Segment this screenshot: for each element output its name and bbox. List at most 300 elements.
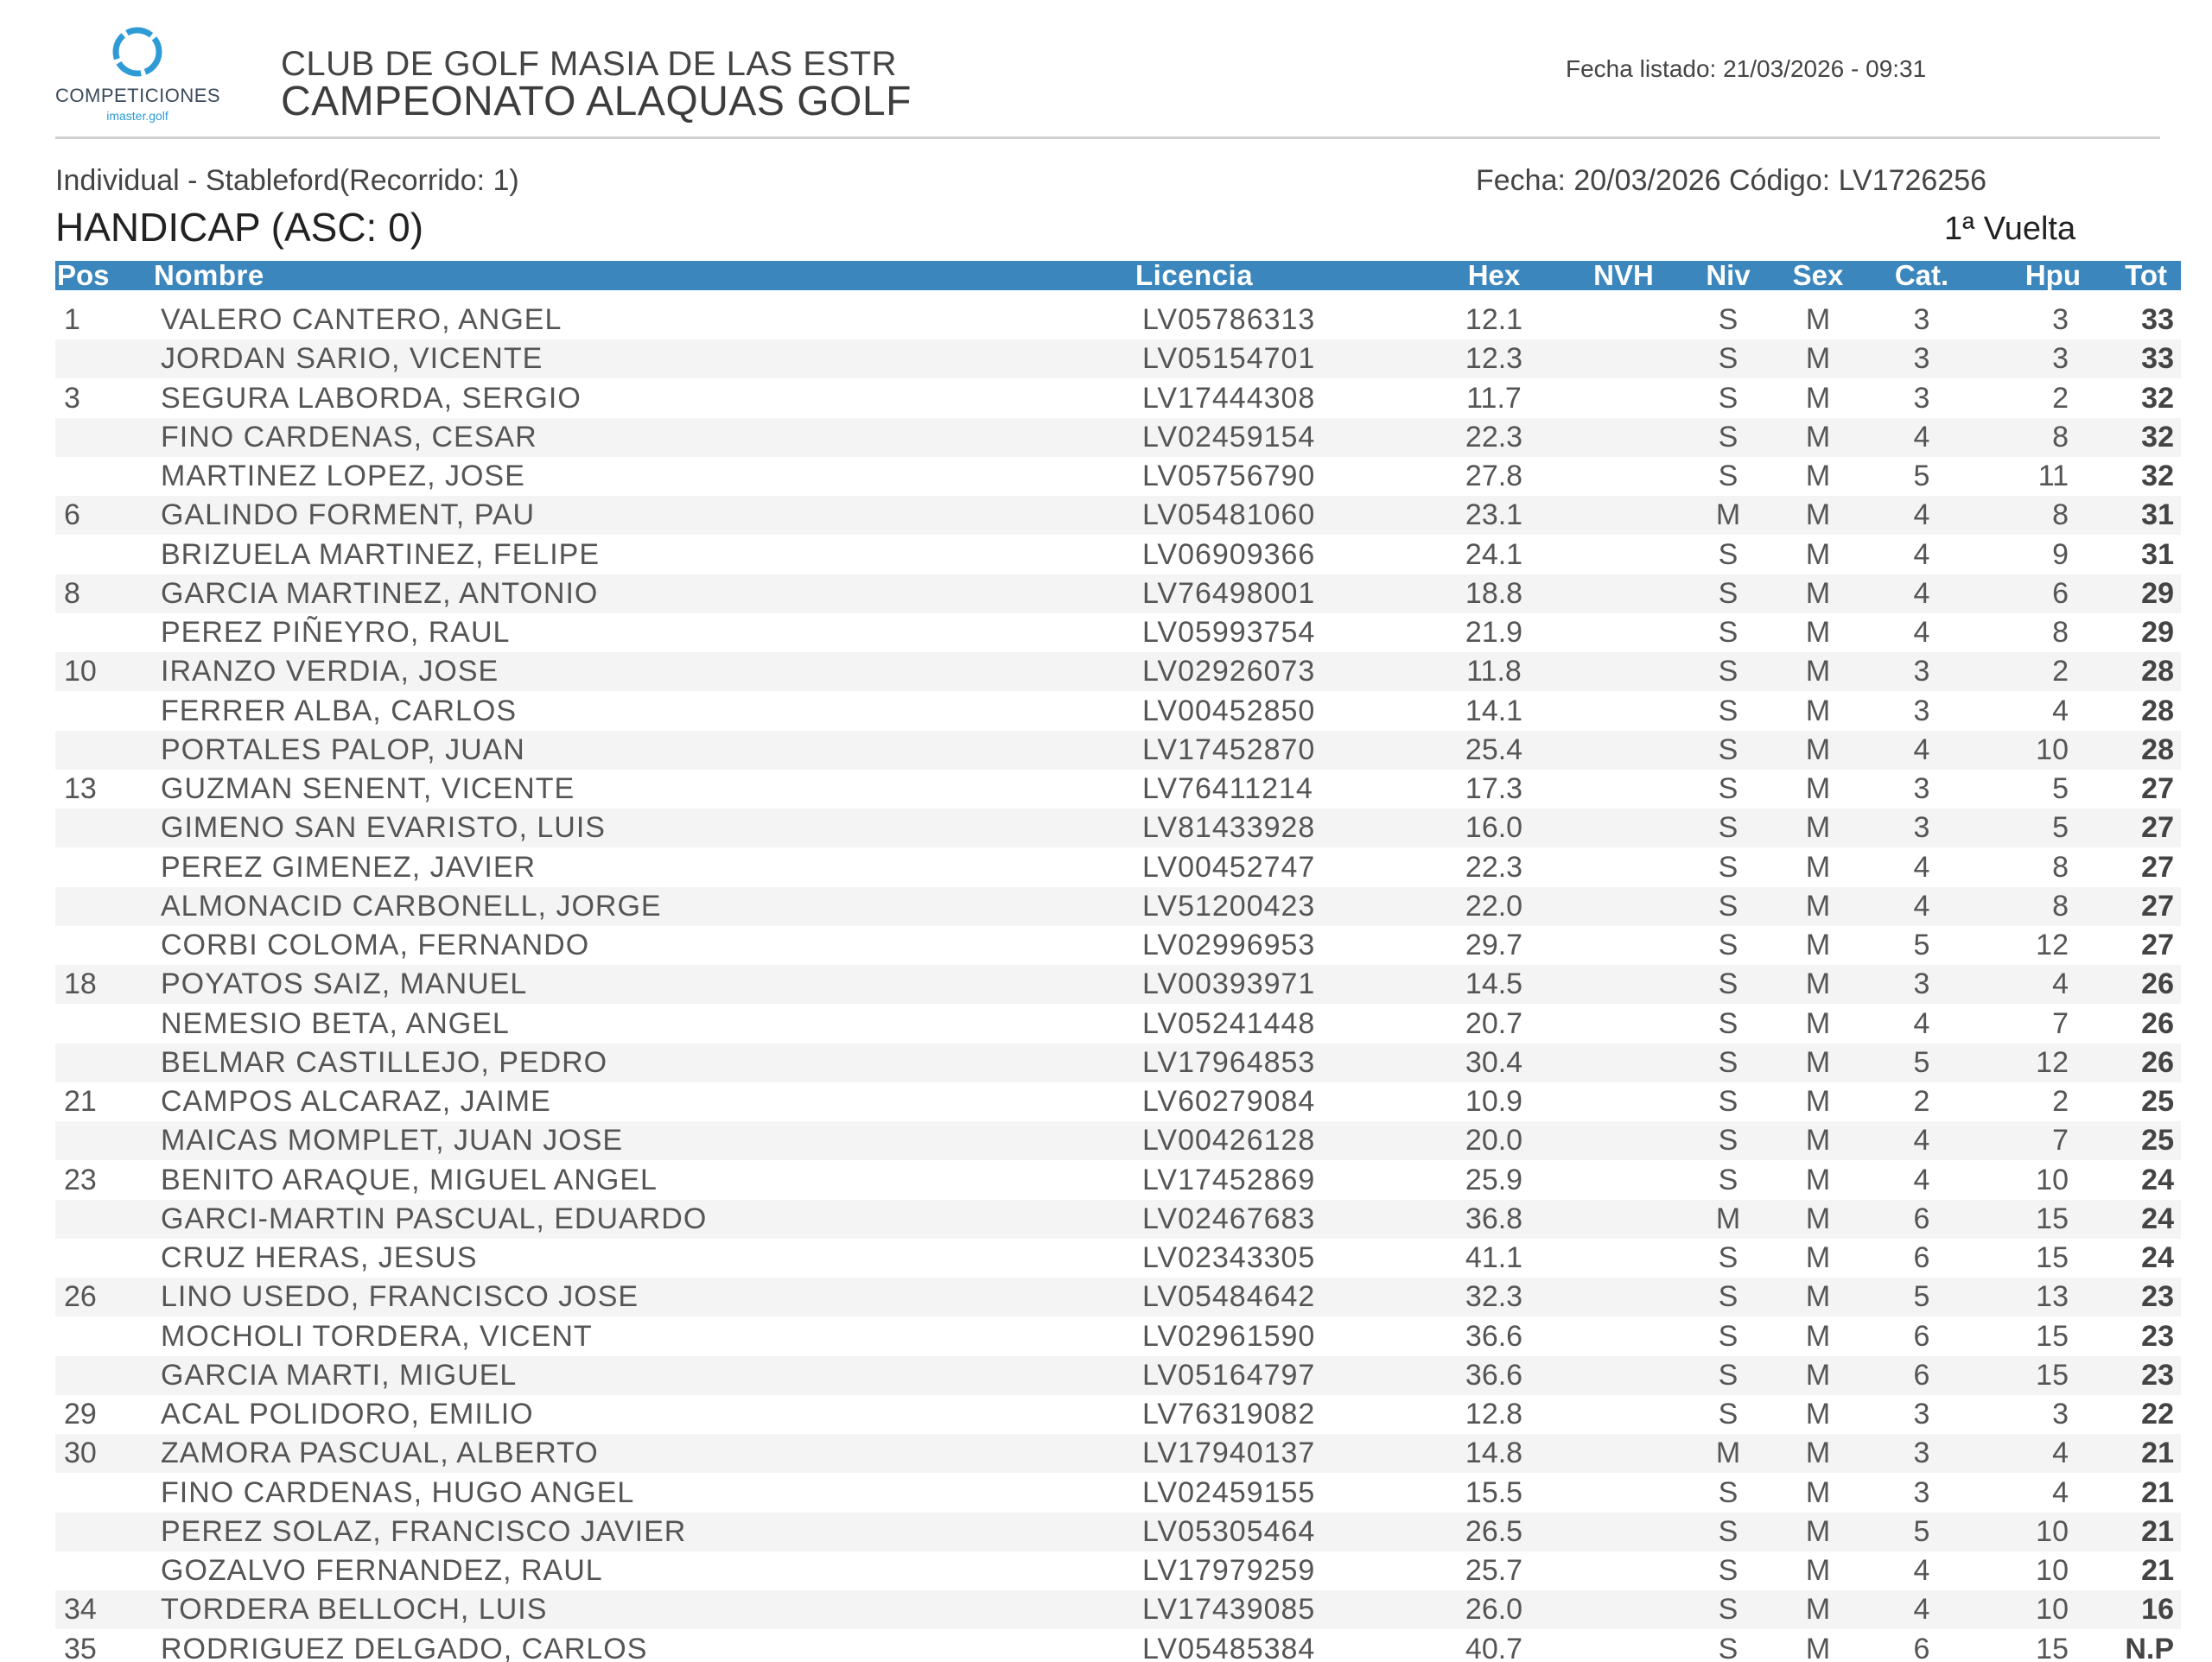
table-row — [55, 1551, 2181, 1590]
cell-license: LV02459155 — [1142, 1475, 1316, 1509]
cell-hpu: 15 — [2036, 1358, 2069, 1392]
cell-niv: M — [1715, 1437, 1741, 1470]
cell-hex: 16.0 — [1465, 811, 1523, 845]
cell-name: ALMONACID CARBONELL, JORGE — [161, 889, 662, 923]
cell-niv: S — [1718, 460, 1738, 492]
cell-tot: 26 — [2141, 1006, 2174, 1040]
cell-niv: S — [1718, 1085, 1738, 1118]
cell-tot: 23 — [2141, 1358, 2174, 1392]
competiciones-logo — [55, 24, 219, 123]
cell-cat: 6 — [1913, 1319, 1930, 1353]
cell-license: LV02996953 — [1142, 929, 1316, 961]
cell-hpu: 8 — [2052, 889, 2069, 923]
cell-license: LV05305464 — [1142, 1514, 1316, 1548]
cell-name: GARCI-MARTIN PASCUAL, EDUARDO — [161, 1202, 708, 1235]
cell-hpu: 3 — [2052, 1398, 2069, 1430]
cell-license: LV76411214 — [1142, 772, 1313, 805]
cell-license: LV17979259 — [1142, 1554, 1316, 1587]
cell-hpu: 15 — [2036, 1319, 2069, 1353]
cell-cat: 4 — [1913, 850, 1930, 884]
table-row — [55, 1317, 2181, 1356]
cell-niv: S — [1718, 1124, 1738, 1158]
cell-name: BRIZUELA MARTINEZ, FELIPE — [161, 537, 601, 571]
table-row — [55, 1044, 2181, 1082]
cell-hex: 20.0 — [1465, 1124, 1523, 1158]
column-header-tot: Tot — [2125, 259, 2167, 291]
cell-license: LV05756790 — [1142, 460, 1316, 492]
cell-sex: M — [1805, 967, 1831, 1001]
cell-hpu: 12 — [2036, 1045, 2069, 1079]
logo-title: COMPETICIONES — [55, 85, 221, 106]
cell-sex: M — [1805, 889, 1831, 923]
cell-tot: 28 — [2141, 655, 2174, 688]
cell-name: ACAL POLIDORO, EMILIO — [161, 1398, 534, 1430]
cell-tot: 29 — [2141, 616, 2174, 649]
cell-hex: 17.3 — [1465, 772, 1523, 805]
cell-tot: 23 — [2141, 1280, 2174, 1314]
cell-hex: 32.3 — [1465, 1280, 1523, 1314]
cell-sex: M — [1805, 1358, 1831, 1392]
cell-hpu: 15 — [2036, 1632, 2069, 1662]
cell-hex: 36.6 — [1465, 1319, 1523, 1353]
cell-hpu: 15 — [2036, 1202, 2069, 1235]
cell-hex: 20.7 — [1465, 1006, 1523, 1040]
cell-sex: M — [1805, 772, 1831, 805]
date-and-code: Fecha: 20/03/2026 Código: LV1726256 — [1476, 164, 1987, 197]
cell-tot: 25 — [2141, 1124, 2174, 1158]
cell-hex: 30.4 — [1465, 1045, 1523, 1079]
header-divider — [55, 136, 2160, 139]
table-row — [55, 1239, 2181, 1278]
cell-niv: S — [1718, 1554, 1738, 1587]
cell-hpu: 5 — [2052, 811, 2069, 845]
cell-hex: 12.3 — [1465, 342, 1523, 376]
cell-cat: 3 — [1913, 1475, 1930, 1509]
cell-cat: 4 — [1913, 1006, 1930, 1040]
cell-name: JORDAN SARIO, VICENTE — [161, 342, 543, 376]
cell-license: LV05481060 — [1142, 498, 1316, 532]
table-row — [55, 1278, 2181, 1316]
table-row — [55, 770, 2181, 809]
table-row — [55, 809, 2181, 847]
cell-sex: M — [1805, 381, 1831, 415]
cell-sex: M — [1805, 1202, 1831, 1235]
cell-hex: 22.3 — [1465, 420, 1523, 454]
cell-license: LV05786313 — [1142, 303, 1316, 336]
logo-subtitle: imaster.golf — [106, 109, 168, 123]
cell-license: LV05993754 — [1142, 616, 1316, 649]
cell-hpu: 2 — [2052, 381, 2069, 415]
cell-hpu: 10 — [2036, 733, 2069, 766]
cell-tot: 27 — [2141, 850, 2174, 884]
cell-cat: 3 — [1913, 1398, 1930, 1430]
cell-hpu: 10 — [2036, 1514, 2069, 1548]
cell-hpu: 4 — [2052, 694, 2069, 727]
cell-hex: 22.3 — [1465, 850, 1523, 884]
column-header-license: Licencia — [1135, 259, 1254, 291]
cell-hex: 18.8 — [1465, 576, 1523, 610]
table-row — [55, 1630, 2181, 1662]
cell-tot: 21 — [2141, 1554, 2174, 1587]
cell-sex: M — [1805, 537, 1831, 571]
cell-name: VALERO CANTERO, ANGEL — [161, 303, 563, 336]
cell-niv: S — [1718, 1514, 1738, 1548]
cell-pos: 18 — [64, 967, 97, 1001]
cell-pos: 30 — [64, 1437, 97, 1470]
cell-niv: S — [1718, 1358, 1738, 1392]
column-header-hex: Hex — [1467, 259, 1521, 291]
cell-tot: 25 — [2141, 1085, 2174, 1118]
cell-hpu: 13 — [2036, 1280, 2069, 1314]
cell-hex: 14.8 — [1465, 1437, 1523, 1470]
cell-name: SEGURA LABORDA, SERGIO — [161, 381, 582, 415]
cell-tot: 23 — [2141, 1319, 2174, 1353]
cell-name: IRANZO VERDIA, JOSE — [161, 655, 499, 688]
cell-pos: 21 — [64, 1085, 97, 1118]
cell-cat: 4 — [1913, 1124, 1930, 1158]
cell-sex: M — [1805, 1319, 1831, 1353]
table-row — [55, 496, 2181, 535]
cell-name: PEREZ GIMENEZ, JAVIER — [161, 850, 537, 884]
cell-pos: 26 — [64, 1280, 97, 1314]
cell-sex: M — [1805, 1437, 1831, 1470]
cell-niv: S — [1718, 1163, 1738, 1196]
results-table-header — [55, 261, 2181, 290]
cell-niv: S — [1718, 850, 1738, 884]
table-row — [55, 692, 2181, 731]
cell-pos: 3 — [64, 381, 80, 415]
cell-hpu: 7 — [2052, 1124, 2069, 1158]
club-name: CLUB DE GOLF MASIA DE LAS ESTR — [281, 45, 897, 83]
cell-name: GALINDO FORMENT, PAU — [161, 498, 536, 532]
cell-cat: 4 — [1913, 1593, 1930, 1627]
cell-name: GOZALVO FERNANDEZ, RAUL — [161, 1554, 603, 1587]
cell-license: LV76498001 — [1142, 576, 1316, 610]
cell-hpu: 5 — [2052, 772, 2069, 805]
cell-tot: 27 — [2141, 772, 2174, 805]
cell-license: LV00426128 — [1142, 1124, 1316, 1158]
cell-sex: M — [1805, 460, 1831, 492]
cell-niv: S — [1718, 1006, 1738, 1040]
cell-pos: 10 — [64, 655, 97, 688]
cell-hex: 41.1 — [1465, 1241, 1523, 1274]
cell-hex: 21.9 — [1465, 616, 1523, 649]
cell-hpu: 8 — [2052, 420, 2069, 454]
cell-license: LV00452747 — [1142, 850, 1316, 884]
cell-hex: 11.7 — [1466, 381, 1522, 415]
cell-cat: 4 — [1913, 537, 1930, 571]
cell-license: LV17940137 — [1142, 1437, 1316, 1470]
cell-cat: 4 — [1913, 576, 1930, 610]
cell-hpu: 10 — [2036, 1554, 2069, 1587]
cell-name: GIMENO SAN EVARISTO, LUIS — [161, 811, 606, 845]
cell-name: PEREZ PIÑEYRO, RAUL — [161, 616, 511, 649]
cell-tot: 27 — [2141, 889, 2174, 923]
list-date: Fecha listado: 21/03/2026 - 09:31 — [1566, 55, 1927, 82]
table-row — [55, 301, 2181, 339]
cell-tot: 29 — [2141, 576, 2174, 610]
cell-niv: S — [1718, 1280, 1738, 1314]
cell-cat: 3 — [1913, 694, 1930, 727]
cell-license: LV05164797 — [1142, 1358, 1316, 1392]
cell-tot: N.P — [2125, 1632, 2174, 1662]
cell-sex: M — [1805, 498, 1831, 532]
cell-license: LV81433928 — [1142, 811, 1316, 845]
cell-name: MARTINEZ LOPEZ, JOSE — [161, 460, 525, 492]
cell-pos: 6 — [64, 498, 80, 532]
cell-hpu: 15 — [2036, 1241, 2069, 1274]
cell-sex: M — [1805, 1085, 1831, 1118]
cell-sex: M — [1805, 1124, 1831, 1158]
cell-tot: 16 — [2141, 1593, 2174, 1627]
cell-niv: S — [1718, 1319, 1738, 1353]
cell-license: LV02343305 — [1142, 1241, 1316, 1274]
cell-hpu: 3 — [2052, 303, 2069, 336]
table-row — [55, 613, 2181, 652]
cell-sex: M — [1805, 1593, 1831, 1627]
cell-tot: 33 — [2141, 342, 2174, 376]
column-header-cat: Cat. — [1894, 259, 1949, 291]
cell-niv: S — [1718, 381, 1738, 415]
cell-name: BELMAR CASTILLEJO, PEDRO — [161, 1045, 608, 1079]
cell-hpu: 6 — [2052, 576, 2069, 610]
cell-tot: 32 — [2141, 381, 2174, 415]
cell-hex: 25.7 — [1465, 1554, 1523, 1587]
cell-tot: 21 — [2141, 1437, 2174, 1470]
table-row — [55, 652, 2181, 691]
cell-cat: 3 — [1913, 1437, 1930, 1470]
cell-niv: S — [1718, 889, 1738, 923]
cell-niv: S — [1718, 1241, 1738, 1274]
cell-hex: 22.0 — [1465, 889, 1523, 923]
column-header-hpu: Hpu — [2024, 259, 2081, 291]
cell-hex: 29.7 — [1465, 929, 1523, 961]
cell-hex: 40.7 — [1465, 1632, 1523, 1662]
cell-cat: 4 — [1913, 420, 1930, 454]
cell-sex: M — [1805, 420, 1831, 454]
cell-cat: 4 — [1913, 889, 1930, 923]
table-row — [55, 1200, 2181, 1239]
table-row — [55, 457, 2181, 496]
cell-license: LV17452870 — [1142, 733, 1316, 766]
cell-name: GARCIA MARTI, MIGUEL — [161, 1358, 518, 1392]
cell-cat: 6 — [1913, 1202, 1930, 1235]
cell-cat: 5 — [1913, 1045, 1930, 1079]
cell-pos: 8 — [64, 576, 80, 610]
cell-hex: 11.8 — [1466, 655, 1522, 688]
cell-license: LV05154701 — [1142, 342, 1316, 376]
cell-name: ZAMORA PASCUAL, ALBERTO — [161, 1437, 599, 1470]
cell-hex: 15.5 — [1465, 1475, 1523, 1509]
table-row — [55, 1434, 2181, 1473]
cell-niv: S — [1718, 303, 1738, 336]
column-header-niv: Niv — [1706, 259, 1751, 291]
table-row — [55, 1395, 2181, 1434]
cell-hpu: 4 — [2052, 1475, 2069, 1509]
cell-hpu: 7 — [2052, 1006, 2069, 1040]
cell-sex: M — [1805, 1398, 1831, 1430]
table-row — [55, 1513, 2181, 1551]
cell-license: LV05241448 — [1142, 1006, 1316, 1040]
cell-niv: S — [1718, 929, 1738, 961]
cell-cat: 3 — [1913, 381, 1930, 415]
cell-hpu: 3 — [2052, 342, 2069, 376]
cell-hex: 36.6 — [1465, 1358, 1523, 1392]
cell-name: FINO CARDENAS, HUGO ANGEL — [161, 1475, 635, 1509]
cell-name: LINO USEDO, FRANCISCO JOSE — [161, 1280, 639, 1314]
table-row — [55, 965, 2181, 1004]
cell-pos: 29 — [64, 1398, 97, 1430]
cell-name: CORBI COLOMA, FERNANDO — [161, 929, 590, 961]
cell-name: FINO CARDENAS, CESAR — [161, 420, 537, 454]
table-row — [55, 1082, 2181, 1121]
cell-tot: 24 — [2141, 1202, 2174, 1235]
cell-license: LV60279084 — [1142, 1085, 1316, 1118]
column-header-sex: Sex — [1792, 259, 1844, 291]
cell-pos: 13 — [64, 772, 97, 805]
cell-sex: M — [1805, 1514, 1831, 1548]
cell-license: LV02459154 — [1142, 420, 1316, 454]
cell-license: LV05485384 — [1142, 1632, 1316, 1662]
cell-hpu: 2 — [2052, 655, 2069, 688]
cell-tot: 28 — [2141, 694, 2174, 727]
cell-niv: S — [1718, 1632, 1738, 1662]
table-row — [55, 1474, 2181, 1513]
cell-niv: M — [1715, 498, 1741, 532]
cell-hpu: 9 — [2052, 537, 2069, 571]
cell-tot: 24 — [2141, 1163, 2174, 1196]
cell-sex: M — [1805, 1006, 1831, 1040]
cell-hpu: 8 — [2052, 616, 2069, 649]
cell-sex: M — [1805, 811, 1831, 845]
cell-niv: S — [1718, 537, 1738, 571]
table-row — [55, 1590, 2181, 1629]
cell-hex: 25.9 — [1465, 1163, 1523, 1196]
cell-name: MAICAS MOMPLET, JUAN JOSE — [161, 1124, 624, 1158]
cell-pos: 34 — [64, 1593, 97, 1627]
cell-name: NEMESIO BETA, ANGEL — [161, 1006, 510, 1040]
table-row — [55, 848, 2181, 887]
cell-hpu: 8 — [2052, 850, 2069, 884]
cell-hpu: 11 — [2037, 460, 2069, 492]
cell-license: LV05484642 — [1142, 1280, 1316, 1314]
cell-name: PORTALES PALOP, JUAN — [161, 733, 525, 766]
cell-name: GARCIA MARTINEZ, ANTONIO — [161, 576, 599, 610]
cell-hex: 27.8 — [1465, 460, 1523, 492]
cell-tot: 21 — [2141, 1514, 2174, 1548]
column-header-pos: Pos — [57, 259, 110, 291]
cell-hex: 23.1 — [1465, 498, 1523, 532]
category-title: HANDICAP (ASC: 0) — [55, 205, 424, 250]
cell-niv: S — [1718, 576, 1738, 610]
cell-cat: 5 — [1913, 460, 1930, 492]
table-row — [55, 536, 2181, 574]
cell-hex: 12.8 — [1465, 1398, 1523, 1430]
table-row — [55, 1005, 2181, 1044]
cell-hpu: 4 — [2052, 967, 2069, 1001]
cell-niv: S — [1718, 772, 1738, 805]
cell-tot: 26 — [2141, 1045, 2174, 1079]
cell-cat: 6 — [1913, 1358, 1930, 1392]
cell-hex: 25.4 — [1465, 733, 1523, 766]
cell-sex: M — [1805, 1280, 1831, 1314]
cell-tot: 27 — [2141, 929, 2174, 961]
cell-license: LV06909366 — [1142, 537, 1316, 571]
cell-name: POYATOS SAIZ, MANUEL — [161, 967, 528, 1001]
cell-name: TORDERA BELLOCH, LUIS — [161, 1593, 548, 1627]
cell-hpu: 10 — [2036, 1593, 2069, 1627]
event-name: CAMPEONATO ALAQUAS GOLF — [281, 79, 912, 124]
round-label: 1ª Vuelta — [1944, 211, 2076, 247]
table-row — [55, 1121, 2181, 1160]
cell-hex: 14.1 — [1465, 694, 1523, 727]
cell-pos: 23 — [64, 1163, 97, 1196]
cell-license: LV02467683 — [1142, 1202, 1316, 1235]
cell-sex: M — [1805, 616, 1831, 649]
cell-license: LV00452850 — [1142, 694, 1316, 727]
table-row — [55, 1161, 2181, 1200]
cell-tot: 31 — [2141, 537, 2174, 571]
cell-sex: M — [1805, 733, 1831, 766]
cell-sex: M — [1805, 1163, 1831, 1196]
cell-hpu: 12 — [2036, 929, 2069, 961]
cell-pos: 35 — [64, 1632, 97, 1662]
cell-niv: S — [1718, 655, 1738, 688]
cell-sex: M — [1805, 303, 1831, 336]
table-row — [55, 339, 2181, 378]
cell-cat: 2 — [1913, 1085, 1930, 1118]
competition-format: Individual - Stableford(Recorrido: 1) — [55, 164, 519, 197]
column-header-name: Nombre — [154, 259, 264, 291]
table-row — [55, 1356, 2181, 1395]
cell-hex: 26.5 — [1465, 1514, 1523, 1548]
cell-niv: M — [1715, 1202, 1741, 1235]
cell-hex: 10.9 — [1465, 1085, 1523, 1118]
cell-cat: 3 — [1913, 342, 1930, 376]
cell-sex: M — [1805, 655, 1831, 688]
cell-niv: S — [1718, 1593, 1738, 1627]
cell-name: RODRIGUEZ DELGADO, CARLOS — [161, 1632, 648, 1662]
cell-cat: 3 — [1913, 772, 1930, 805]
cell-tot: 32 — [2141, 420, 2174, 454]
cell-niv: S — [1718, 811, 1738, 845]
cell-cat: 5 — [1913, 1280, 1930, 1314]
cell-tot: 27 — [2141, 811, 2174, 845]
table-row — [55, 379, 2181, 418]
cell-hex: 36.8 — [1465, 1202, 1523, 1235]
cell-license: LV76319082 — [1142, 1398, 1316, 1430]
cell-sex: M — [1805, 1475, 1831, 1509]
cell-hpu: 2 — [2052, 1085, 2069, 1118]
cell-hpu: 10 — [2036, 1163, 2069, 1196]
cell-tot: 22 — [2141, 1398, 2174, 1430]
cell-niv: S — [1718, 1045, 1738, 1079]
cell-name: PEREZ SOLAZ, FRANCISCO JAVIER — [161, 1514, 687, 1548]
table-row — [55, 418, 2181, 457]
logo-ring-icon — [110, 24, 165, 79]
cell-license: LV00393971 — [1142, 967, 1316, 1001]
cell-license: LV17439085 — [1142, 1593, 1316, 1627]
cell-hex: 26.0 — [1465, 1593, 1523, 1627]
cell-sex: M — [1805, 342, 1831, 376]
cell-niv: S — [1718, 1475, 1738, 1509]
cell-sex: M — [1805, 1045, 1831, 1079]
cell-cat: 4 — [1913, 733, 1930, 766]
cell-sex: M — [1805, 1241, 1831, 1274]
cell-cat: 5 — [1913, 929, 1930, 961]
cell-license: LV17452869 — [1142, 1163, 1316, 1196]
cell-hex: 24.1 — [1465, 537, 1523, 571]
